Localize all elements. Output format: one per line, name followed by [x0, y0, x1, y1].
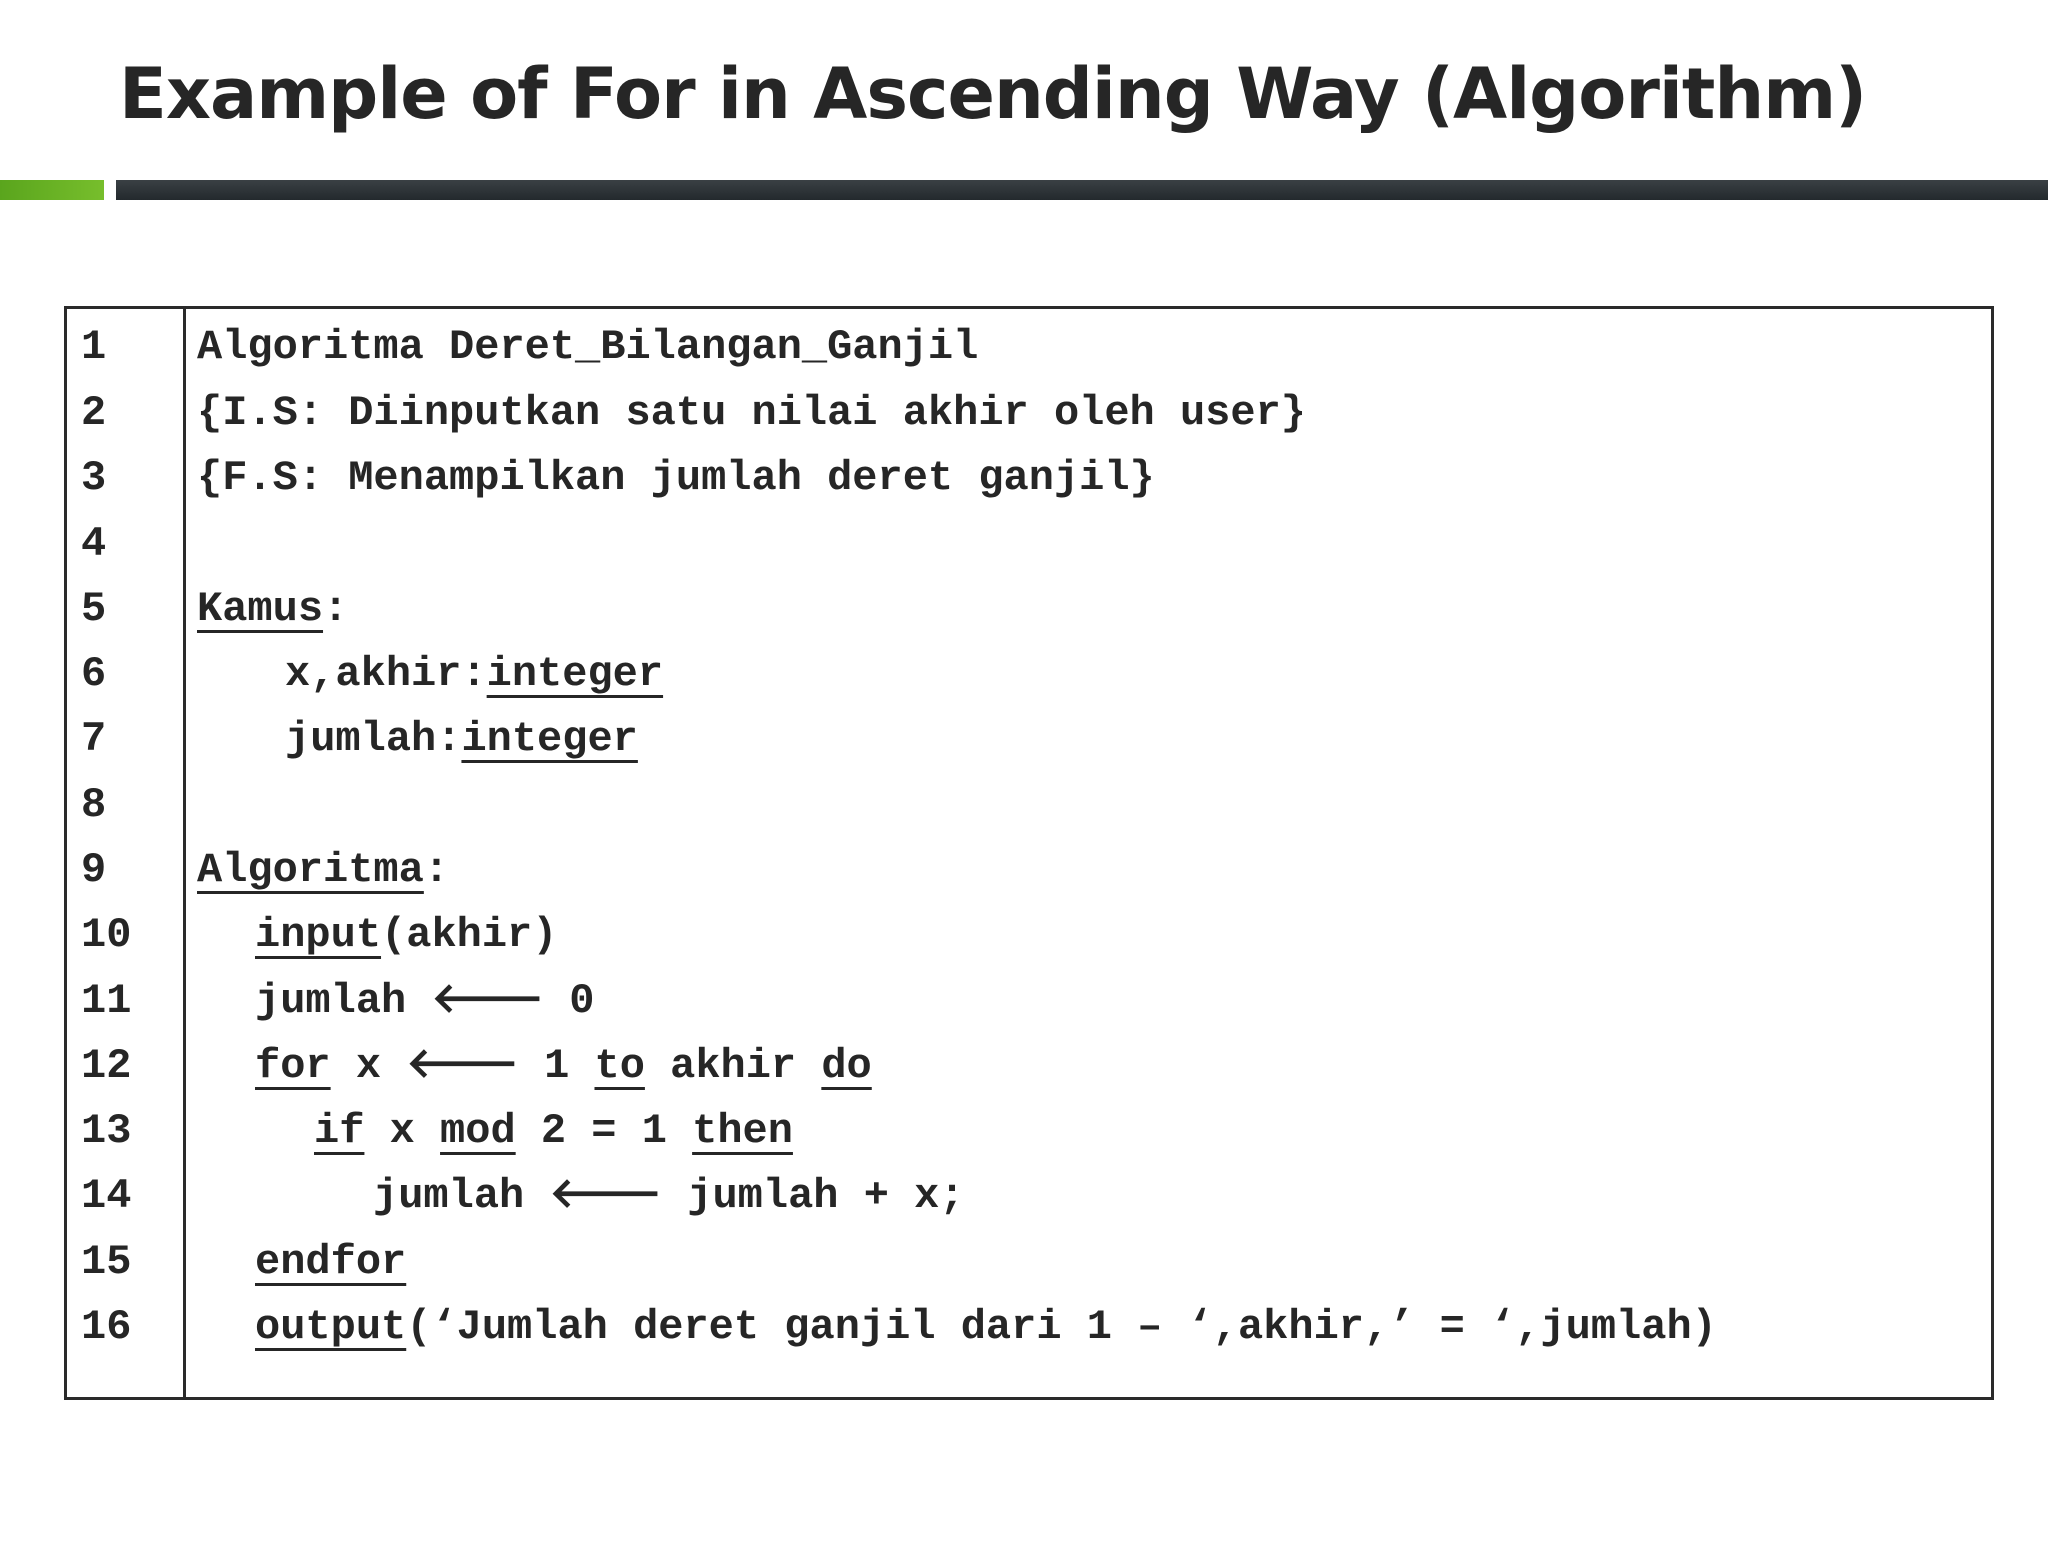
code-text	[197, 838, 449, 903]
code-keyword: to	[594, 1042, 645, 1090]
code-keyword: endfor	[255, 1238, 407, 1286]
code-text	[197, 577, 348, 642]
code-line	[67, 707, 1991, 772]
line-number: 5	[81, 585, 107, 633]
code-text	[255, 969, 594, 1034]
code-keyword: integer	[461, 715, 638, 763]
code-token: :	[323, 585, 349, 633]
code-line	[67, 446, 1991, 511]
code-text	[255, 1230, 406, 1295]
line-number: 4	[81, 520, 107, 568]
code-keyword: then	[692, 1107, 793, 1155]
code-keyword: integer	[486, 650, 664, 698]
line-number: 14	[81, 1172, 132, 1220]
code-token: (akhir)	[381, 911, 558, 959]
line-number: 13	[81, 1107, 132, 1155]
line-number: 1	[81, 323, 107, 371]
code-text	[255, 903, 557, 968]
title-accent-bar-dark	[116, 180, 2048, 200]
title-accent-bar-green	[0, 180, 104, 200]
code-token: jumlah 🡐 0	[255, 977, 595, 1025]
code-token: (‘Jumlah deret ganjil dari 1 – ‘,akhir,’ = ‘,jumlah)	[406, 1303, 1717, 1351]
code-token: x 🡐 1	[330, 1042, 595, 1090]
code-text	[197, 315, 978, 380]
code-token: akhir	[644, 1042, 822, 1090]
slide-title: Example of For in Ascending Way (Algorithm)	[119, 53, 1867, 135]
code-text	[197, 381, 1306, 446]
line-number: 8	[81, 781, 107, 829]
code-keyword: for	[255, 1042, 331, 1090]
code-text	[255, 1295, 1717, 1360]
code-line	[67, 1099, 1991, 1164]
code-line	[67, 381, 1991, 446]
code-token: 2 = 1	[515, 1107, 693, 1155]
line-number: 12	[81, 1042, 132, 1090]
line-number: 11	[81, 977, 132, 1025]
code-line	[67, 773, 1991, 838]
code-text	[255, 1034, 872, 1099]
line-number: 16	[81, 1303, 132, 1351]
code-line	[67, 577, 1991, 642]
code-token: jumlah 🡐 jumlah + x;	[373, 1172, 965, 1220]
code-token: {F.S: Menampilkan jumlah deret ganjil}	[197, 454, 1155, 502]
code-token: jumlah:	[285, 715, 462, 763]
code-token: x,akhir:	[285, 650, 487, 698]
code-keyword: mod	[440, 1107, 516, 1155]
line-number: 10	[81, 911, 132, 959]
code-text	[314, 1099, 793, 1164]
code-text	[197, 446, 1155, 511]
code-keyword: do	[821, 1042, 872, 1090]
code-token: x	[364, 1107, 441, 1155]
line-number: 9	[81, 846, 107, 894]
code-token: {I.S: Diinputkan satu nilai akhir oleh user}	[197, 389, 1306, 437]
code-line	[67, 512, 1991, 577]
code-keyword: Kamus	[197, 585, 324, 633]
code-keyword: output	[255, 1303, 407, 1351]
code-text	[285, 642, 663, 707]
line-number: 2	[81, 389, 107, 437]
code-line	[67, 642, 1991, 707]
line-number: 7	[81, 715, 107, 763]
code-line	[67, 838, 1991, 903]
code-text	[373, 1164, 965, 1229]
code-text	[285, 707, 638, 772]
code-token: :	[423, 846, 450, 894]
code-line	[67, 315, 1991, 380]
code-line	[67, 1295, 1991, 1360]
code-line	[67, 1230, 1991, 1295]
code-line	[67, 1034, 1991, 1099]
code-line	[67, 903, 1991, 968]
line-number: 3	[81, 454, 107, 502]
code-token: Algoritma Deret_Bilangan_Ganjil	[197, 323, 979, 371]
code-line	[67, 969, 1991, 1034]
code-keyword: if	[314, 1107, 365, 1155]
line-number: 15	[81, 1238, 132, 1286]
code-box	[64, 306, 1994, 1400]
line-number: 6	[81, 650, 107, 698]
code-line	[67, 1164, 1991, 1229]
code-keyword: input	[255, 911, 382, 959]
code-keyword: Algoritma	[197, 846, 424, 894]
